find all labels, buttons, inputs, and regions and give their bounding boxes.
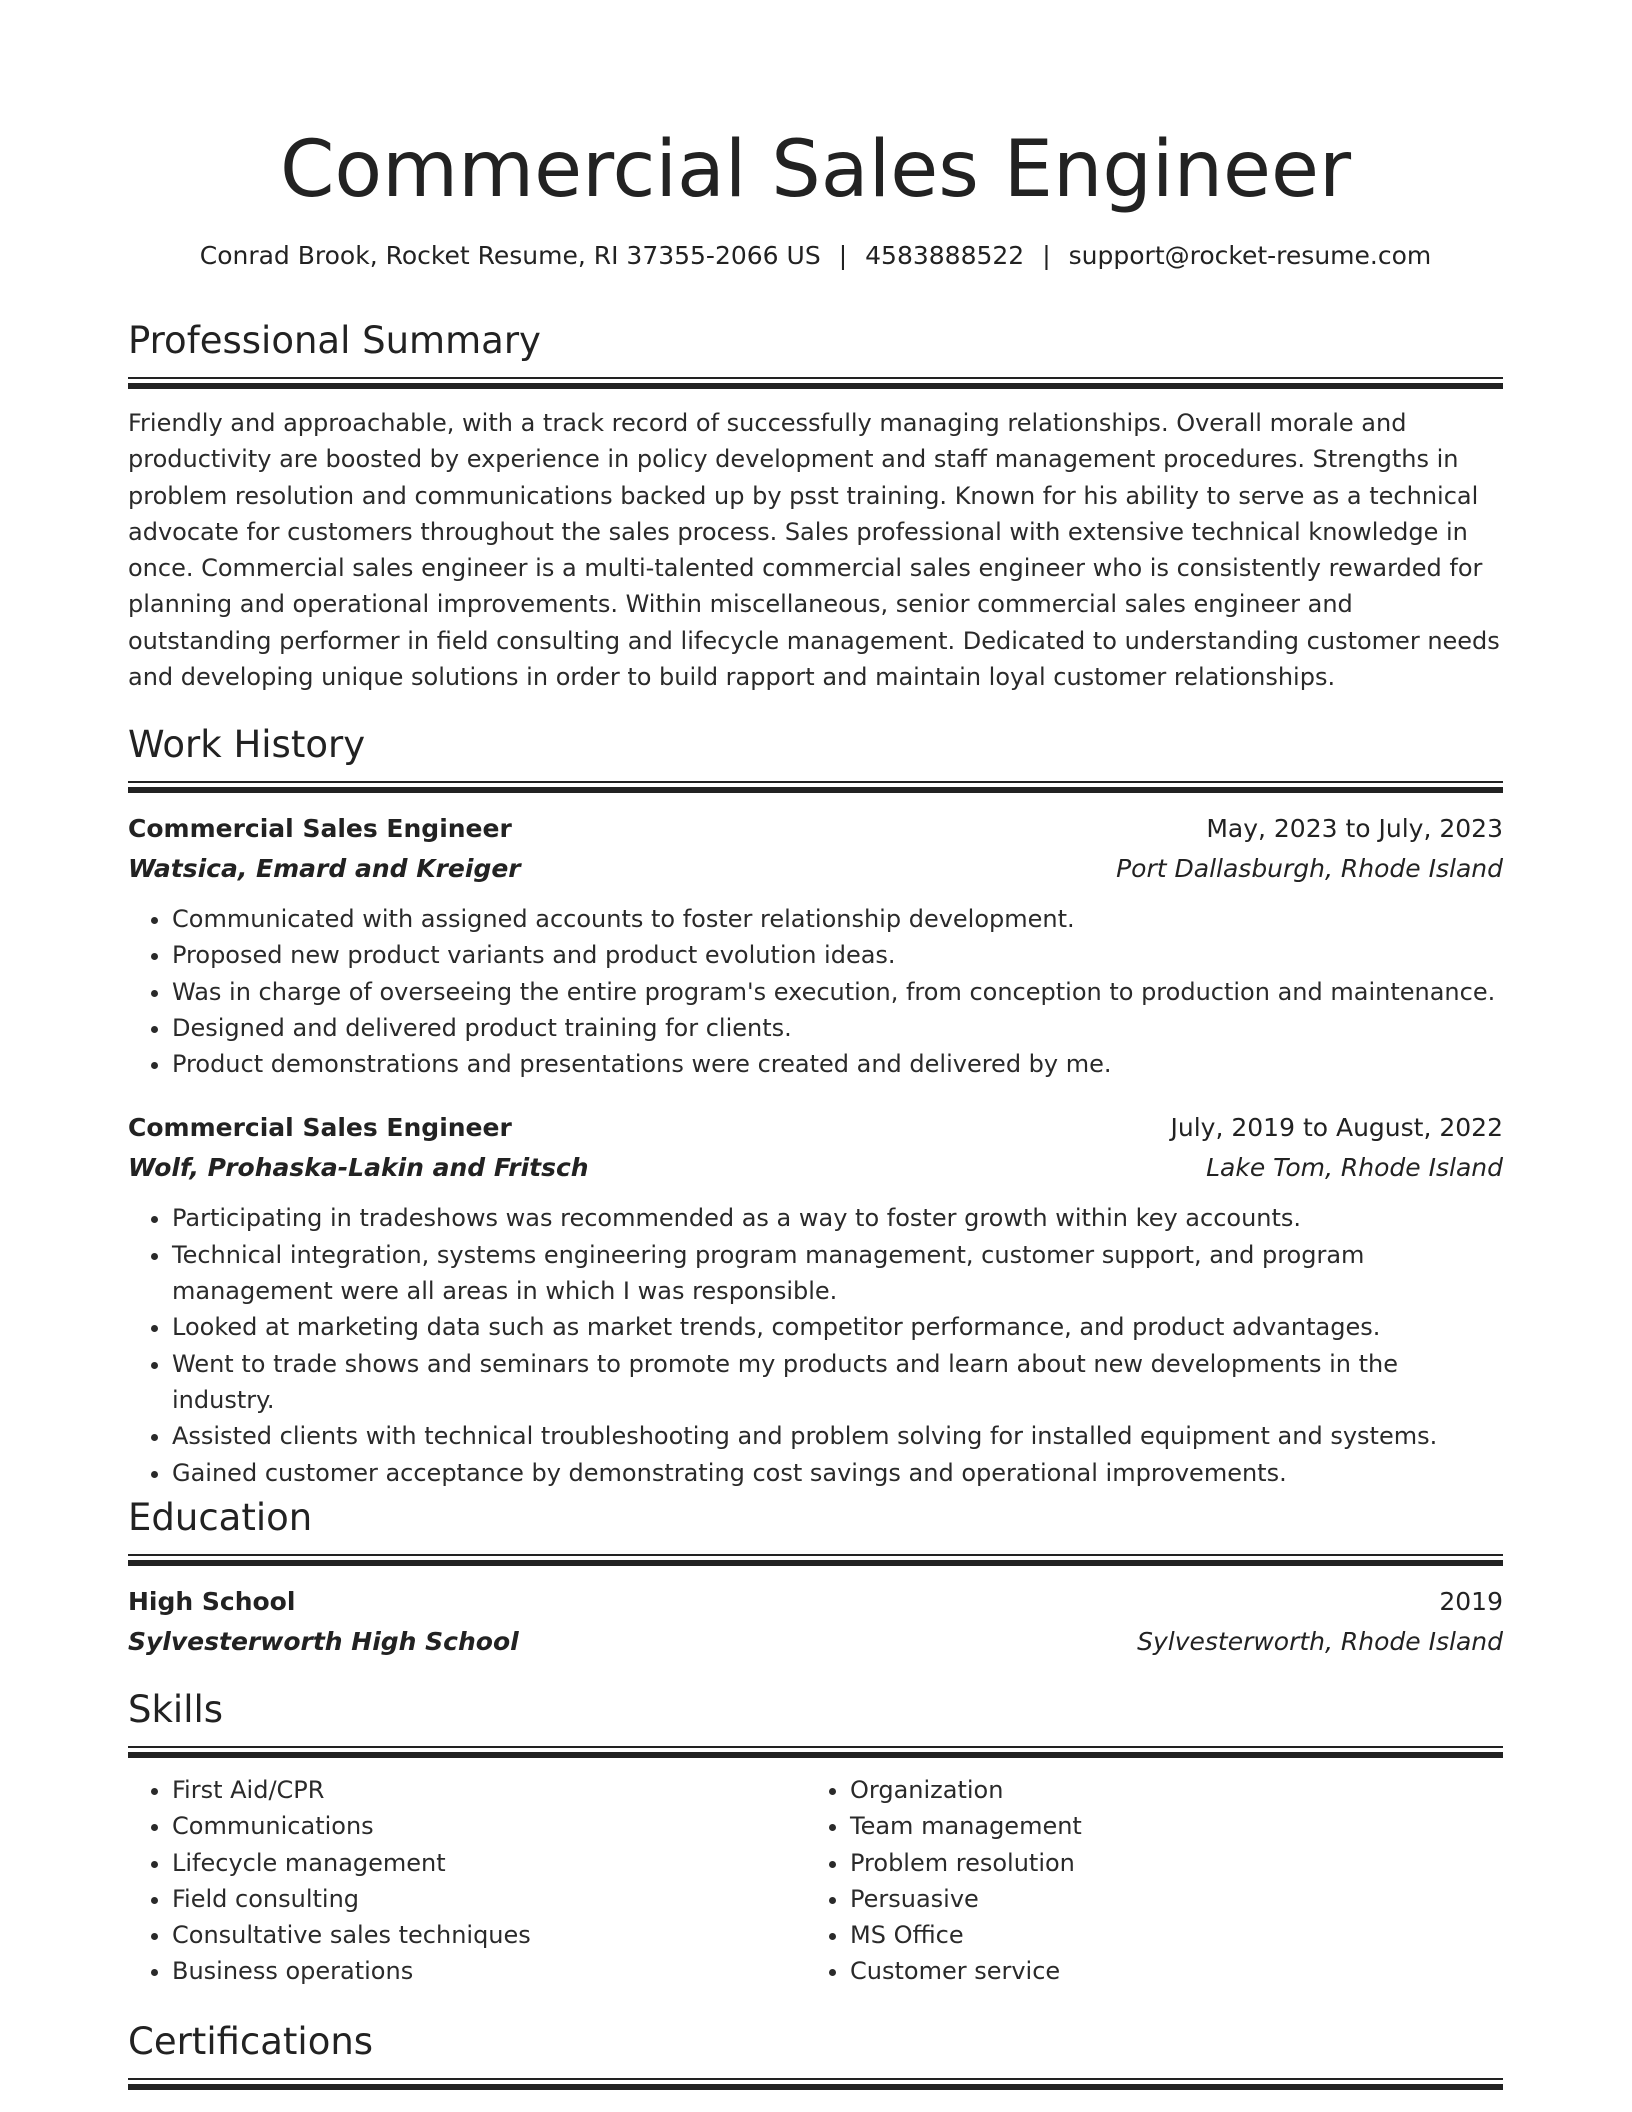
- skill-item: • Organization: [850, 1772, 1484, 1808]
- section-divider: [128, 781, 1503, 795]
- list-item: • Was in charge of overseeing the entire program's execution, from conception to production and maintenance.: [172, 974, 1503, 1010]
- list-item: • Participating in tradeshows was recommended as a way to foster growth within key accounts.: [172, 1200, 1503, 1236]
- list-item: • Designed and delivered product training for clients.: [172, 1010, 1503, 1046]
- contact-line: [128, 236, 1503, 276]
- job-title: Commercial Sales Engineer: [128, 1113, 512, 1143]
- list-item: • Product demonstrations and presentations were created and delivered by me.: [172, 1046, 1503, 1082]
- job-entry: [128, 1108, 1503, 1490]
- education-school: Sylvesterworth High School: [128, 1627, 519, 1656]
- skills-column-left: [128, 1772, 806, 1990]
- skill-item: • MS Office: [850, 1917, 1484, 1953]
- job-dates: July, 2019 to August, 2022: [1170, 1113, 1503, 1143]
- skill-item: • Problem resolution: [850, 1845, 1484, 1881]
- job-company: Watsica, Emard and Kreiger: [128, 854, 521, 883]
- section-divider: [128, 1746, 1503, 1760]
- skill-item: • Consultative sales techniques: [172, 1917, 806, 1953]
- section-divider: [128, 377, 1503, 391]
- resume-title: Commercial Sales Engineer: [279, 125, 1352, 215]
- job-bullets: [128, 901, 1503, 1082]
- education-entry: [128, 1582, 1503, 1662]
- contact-email: support@rocket-resume.com: [1068, 241, 1432, 270]
- skill-item: • Customer service: [850, 1953, 1484, 1989]
- skill-item: • Persuasive: [850, 1881, 1484, 1917]
- education-location: Sylvesterworth, Rhode Island: [1137, 1627, 1503, 1656]
- list-item: • Went to trade shows and seminars to promote my products and learn about new developments in the industry.: [172, 1346, 1503, 1419]
- job-entry: [128, 809, 1503, 1082]
- section-heading: Skills: [128, 1688, 224, 1731]
- summary-section: [128, 316, 1503, 695]
- job-location: Port Dallasburgh, Rhode Island: [1116, 854, 1503, 883]
- education-year: 2019: [1439, 1587, 1503, 1616]
- job-title: Commercial Sales Engineer: [128, 814, 512, 843]
- list-item: • Technical integration, systems engineering program management, customer support, and program management were all areas in which I was responsible.: [172, 1237, 1503, 1310]
- section-heading: Professional Summary: [128, 319, 541, 362]
- list-item: • Assisted clients with technical troubleshooting and problem solving for installed equipment and systems.: [172, 1418, 1503, 1454]
- skills-list: [128, 1772, 1503, 1990]
- certifications-section: [128, 2017, 1503, 2092]
- section-heading: Certifications: [128, 2020, 374, 2063]
- job-company: Wolf, Prohaska-Lakin and Fritsch: [128, 1153, 589, 1183]
- contact-address: Conrad Brook, Rocket Resume, RI 37355-2066 US: [199, 241, 821, 270]
- skill-item: • Lifecycle management: [172, 1845, 806, 1881]
- list-item: • Gained customer acceptance by demonstrating cost savings and operational improvements.: [172, 1455, 1503, 1491]
- contact-separator: |: [1042, 241, 1051, 270]
- skill-item: • Business operations: [172, 1953, 806, 1989]
- education-degree: High School: [128, 1587, 296, 1616]
- skills-section: [128, 1685, 1503, 1990]
- contact-separator: |: [838, 241, 848, 270]
- list-item: • Communicated with assigned accounts to foster relationship development.: [172, 901, 1503, 937]
- skill-item: • Team management: [850, 1808, 1484, 1844]
- section-divider: [128, 2078, 1503, 2092]
- job-location: Lake Tom, Rhode Island: [1206, 1153, 1503, 1183]
- contact-phone: 4583888522: [865, 241, 1025, 270]
- skill-item: • Communications: [172, 1808, 806, 1844]
- job-dates: May, 2023 to July, 2023: [1206, 814, 1503, 843]
- skill-item: • First Aid/CPR: [172, 1772, 806, 1808]
- list-item: • Looked at marketing data such as market trends, competitor performance, and product advantages.: [172, 1309, 1503, 1345]
- section-heading: Education: [128, 1496, 313, 1539]
- job-bullets: [128, 1200, 1503, 1490]
- summary-text: Friendly and approachable, with a track record of successfully managing relationships. Overall morale and productivity are boosted by experience in policy development and staff management procedures. Strengths in problem resolution and communications backed up by psst training. Known for his ability to serve as a technical advocate for customers throughout the sales process. Sales professional with extensive technical knowledge in once. Commercial sales engineer is a multi-talented commercial sales engineer who is consistently rewarded for planning and operational improvements. Within miscellaneous, senior commercial sales engineer and outstanding performer in field consulting and lifecycle management. Dedicated to understanding customer needs and developing unique solutions in order to build rapport and maintain loyal customer relationships.: [128, 409, 1500, 692]
- skills-column-right: [806, 1772, 1484, 1990]
- work-history-section: [128, 720, 1503, 1491]
- section-divider: [128, 1554, 1503, 1568]
- skill-item: • Field consulting: [172, 1881, 806, 1917]
- list-item: • Proposed new product variants and product evolution ideas.: [172, 937, 1503, 973]
- section-heading: Work History: [128, 723, 366, 766]
- education-section: [128, 1493, 1503, 1662]
